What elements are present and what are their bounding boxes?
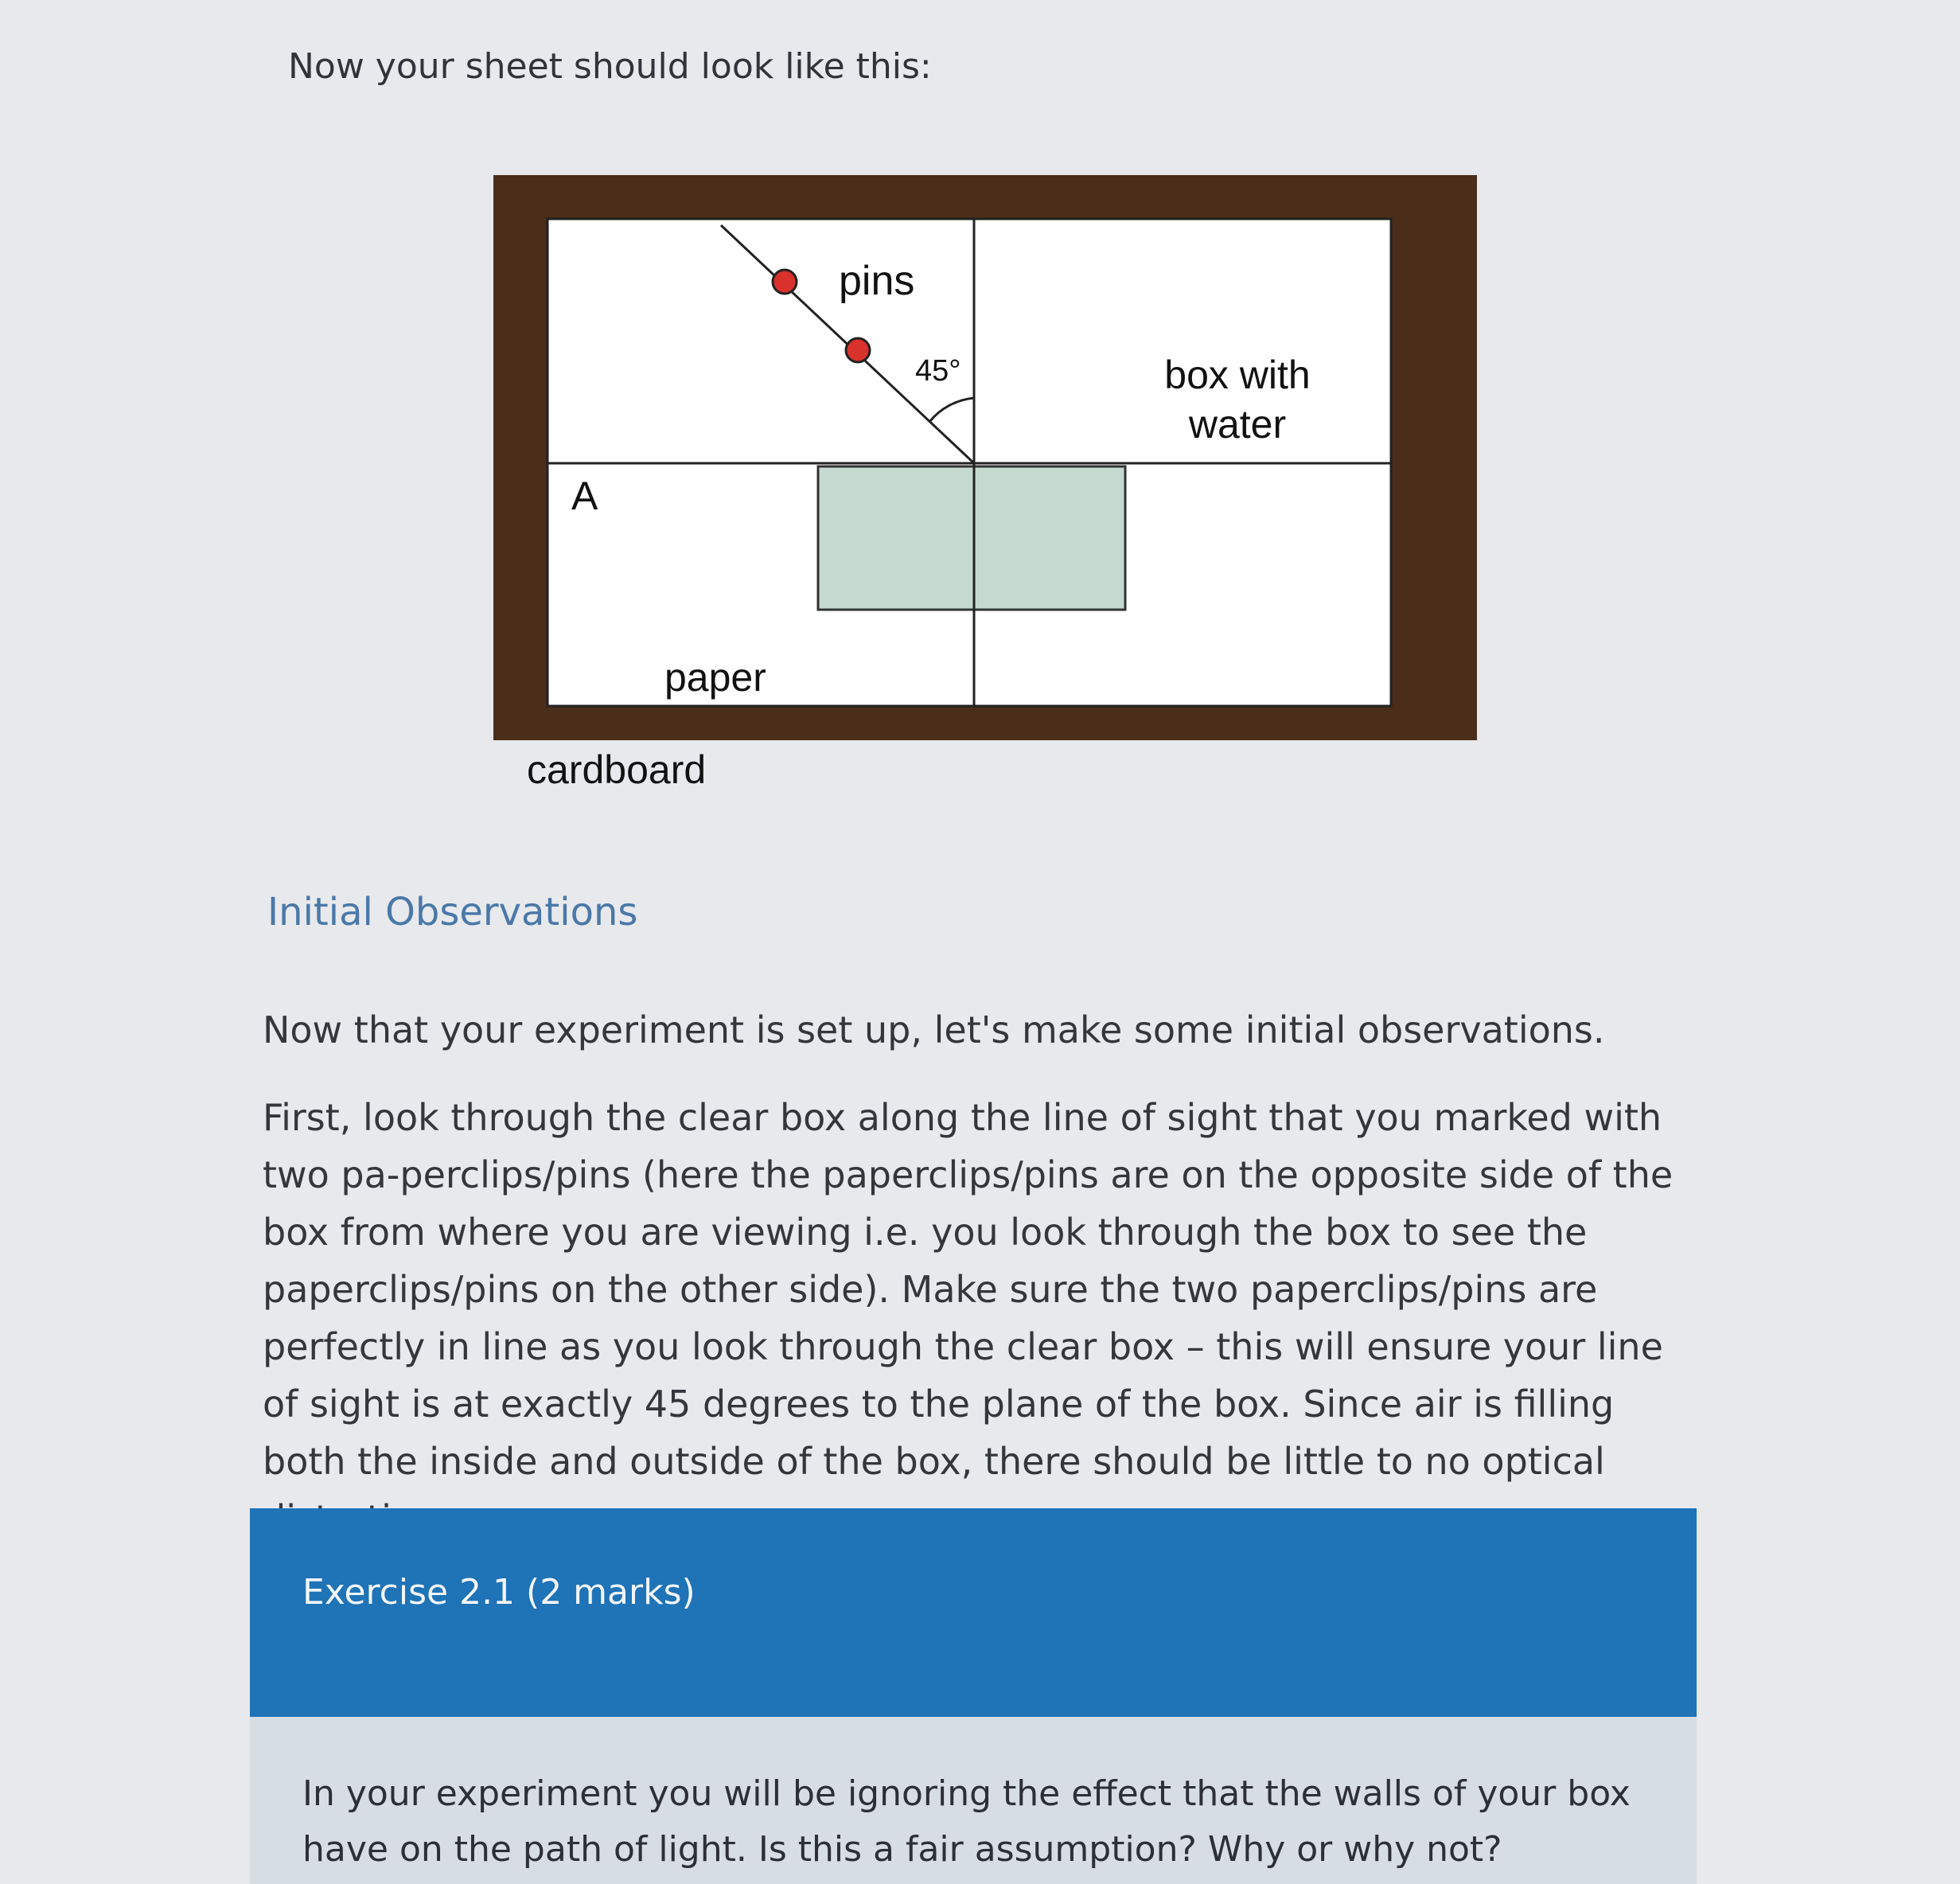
diagram-svg bbox=[493, 175, 1477, 796]
box-label-line1: box with bbox=[1164, 353, 1311, 397]
box-label-line2: water bbox=[1188, 402, 1287, 447]
point-a-label: A bbox=[571, 474, 598, 518]
exercise-card bbox=[250, 1508, 1697, 1884]
water-box bbox=[818, 466, 1125, 610]
pin-marker-2 bbox=[846, 338, 870, 362]
paper-label: paper bbox=[664, 655, 766, 700]
intro-paragraph: Now that your experiment is set up, let's make some initial observations. bbox=[263, 1008, 1605, 1051]
pins-label: pins bbox=[839, 258, 915, 304]
angle-label: 45° bbox=[915, 354, 961, 388]
cardboard-label: cardboard bbox=[527, 747, 707, 792]
exercise-title: Exercise 2.1 (2 marks) bbox=[250, 1508, 1697, 1717]
exercise-question: In your experiment you will be ignoring the effect that the walls of your box have on the path of light. Is this a fair assumption? Why or why not? bbox=[250, 1717, 1697, 1884]
instructions-paragraph: First, look through the clear box along the line of sight that you marked with two pa-perclips/pins (here the paperclips/pins are on the opposite side of the box from where you are viewing i.e. you look through the box to see the paperclips/pins on the other side). Make sure the two paperclips/pins are perfectly in line as you look through the clear box – this will ensure your line of sight is at exactly 45 degrees to the plane of the box. Since air is filling both the inside and outside of the box, there should be little to no optical bbox=[263, 1096, 1674, 1483]
intro-text: Now your sheet should look like this: bbox=[288, 46, 932, 87]
section-heading: Initial Observations bbox=[267, 890, 638, 934]
pin-marker-1 bbox=[773, 270, 797, 294]
experiment-diagram bbox=[493, 175, 1477, 796]
